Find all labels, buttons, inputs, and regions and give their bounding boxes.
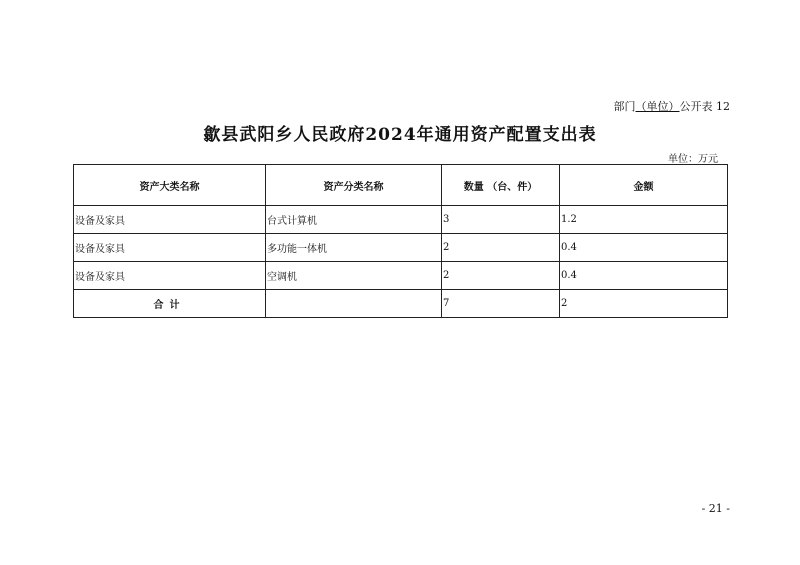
subcategory-cell: 空调机	[266, 262, 442, 290]
unit-label: 单位：万元	[668, 154, 718, 165]
table-row	[74, 206, 728, 234]
quantity-cell: 3	[442, 206, 560, 234]
total-subcategory-cell	[266, 290, 442, 318]
subcategory-cell: 多功能一体机	[266, 234, 442, 262]
quantity-cell: 2	[442, 234, 560, 262]
amount-cell: 0.4	[560, 234, 728, 262]
column-header-subcategory: 资产分类名称	[266, 165, 442, 206]
quantity-cell: 2	[442, 262, 560, 290]
total-quantity-cell: 7	[442, 290, 560, 318]
total-row	[74, 290, 728, 318]
amount-cell: 0.4	[560, 262, 728, 290]
total-amount-cell: 2	[560, 290, 728, 318]
category-cell: 设备及家具	[74, 262, 266, 290]
table-row	[74, 234, 728, 262]
dept-suffix: 公开表 12	[679, 100, 730, 113]
subcategory-cell: 台式计算机	[266, 206, 442, 234]
table-row	[74, 262, 728, 290]
asset-table	[73, 164, 728, 318]
column-header-amount: 金额	[560, 165, 728, 206]
column-header-quantity: 数量 （台、件）	[442, 165, 560, 206]
category-cell: 设备及家具	[74, 234, 266, 262]
category-cell: 设备及家具	[74, 206, 266, 234]
page-number: - 21 -	[701, 502, 730, 515]
page-title: 歙县武阳乡人民政府2024年通用资产配置支出表	[203, 125, 597, 145]
table-header-row	[74, 165, 728, 206]
column-header-category: 资产大类名称	[74, 165, 266, 206]
dept-unit: （单位）	[635, 100, 680, 113]
total-label: 合计	[74, 290, 266, 318]
dept-prefix: 部门	[613, 100, 636, 113]
form-number-label	[614, 98, 731, 114]
amount-cell: 1.2	[560, 206, 728, 234]
